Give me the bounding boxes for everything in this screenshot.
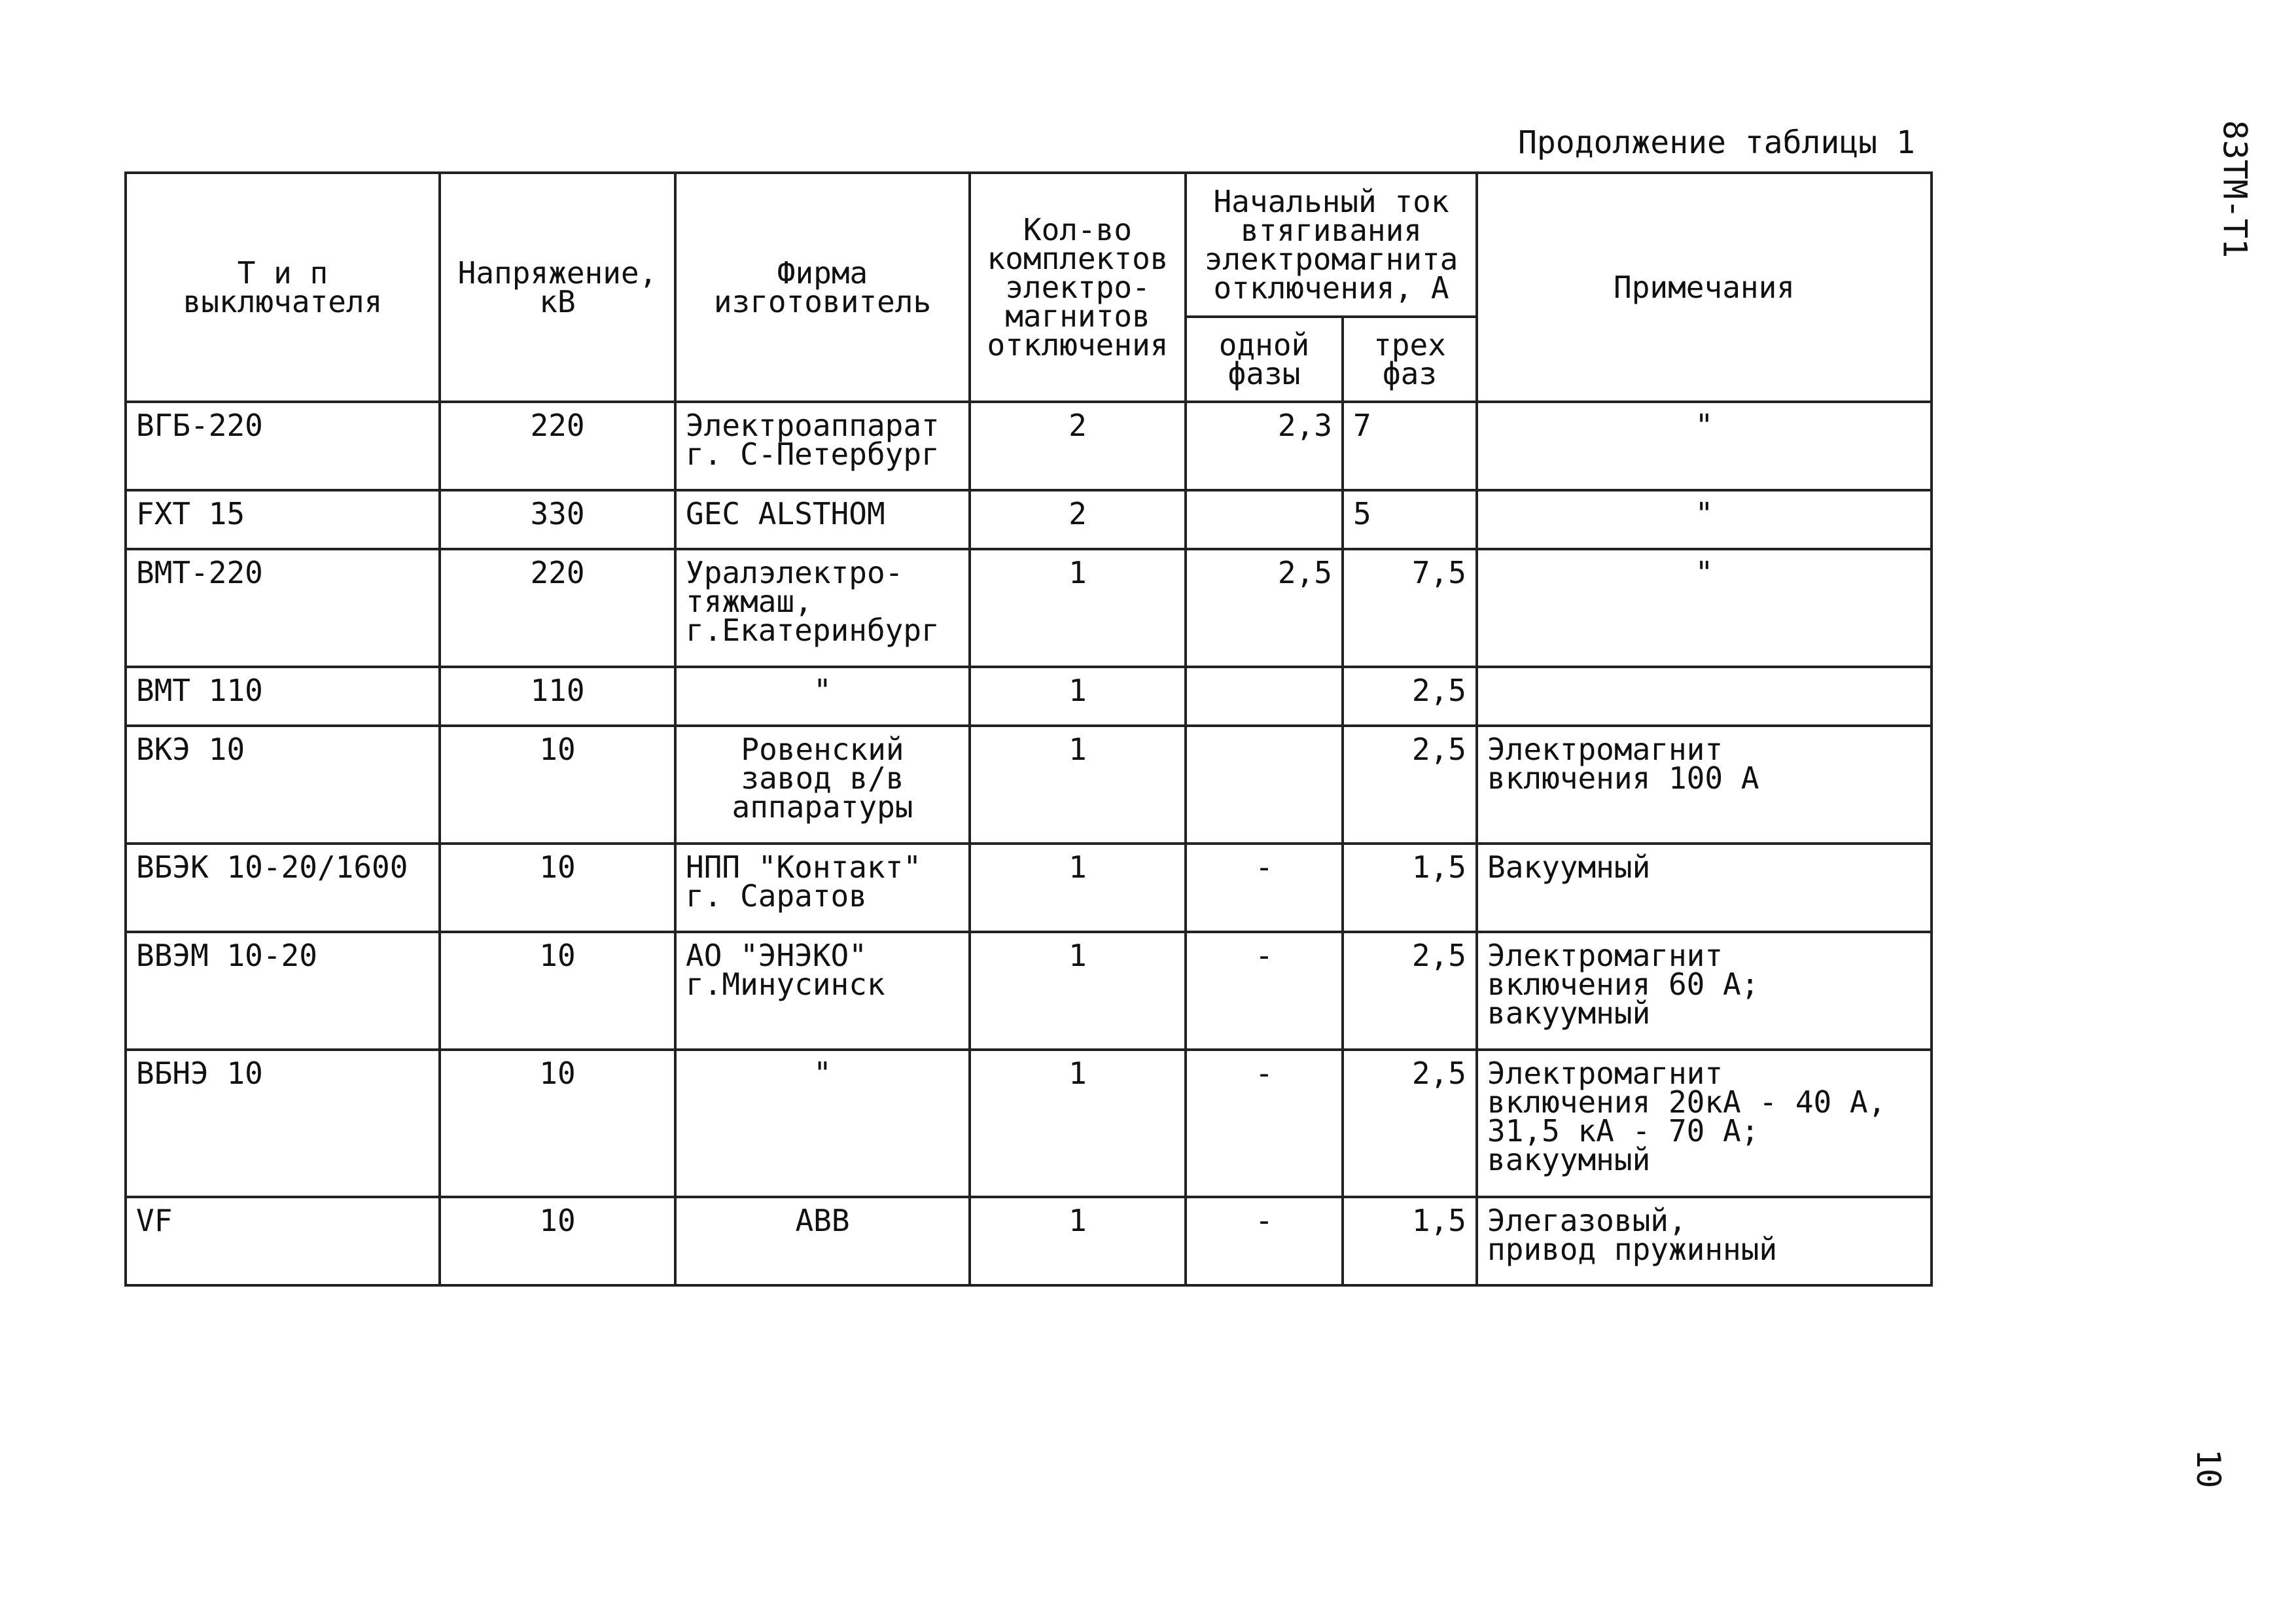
cell-notes [1477,667,1932,726]
cell-maker: Электроаппарат г. С-Петербург [675,402,970,490]
cell-one-phase: - [1186,1050,1343,1197]
cell-notes: Элегазовый, привод пружинный [1477,1197,1932,1285]
cell-three-phase: 2,5 [1343,932,1477,1050]
cell-type: VF [126,1197,440,1285]
header-one-phase: одной фазы [1186,317,1343,402]
cell-voltage: 110 [440,667,675,726]
cell-voltage: 330 [440,490,675,549]
cell-three-phase: 1,5 [1343,1197,1477,1285]
cell-type: ВКЭ 10 [126,726,440,844]
cell-voltage: 10 [440,844,675,932]
header-three-phase: трех фаз [1343,317,1477,402]
cell-one-phase: - [1186,1197,1343,1285]
cell-type: ВМТ 110 [126,667,440,726]
cell-three-phase: 5 [1343,490,1477,549]
cell-notes: Электромагнит включения 100 А [1477,726,1932,844]
header-sets: Кол-во комплектов электро- магнитов отключения [970,173,1186,402]
cell-voltage: 10 [440,932,675,1050]
cell-sets: 2 [970,402,1186,490]
cell-voltage: 10 [440,1197,675,1285]
table-row [126,549,1932,667]
cell-sets: 1 [970,549,1186,667]
cell-voltage: 10 [440,1050,675,1197]
cell-notes: " [1477,549,1932,667]
cell-maker: НПП "Контакт" г. Саратов [675,844,970,932]
header-type: Т и п выключателя [126,173,440,402]
cell-notes: Электромагнит включения 60 А; вакуумный [1477,932,1932,1050]
header-notes: Примечания [1477,173,1932,402]
table-row [126,1197,1932,1285]
table-row [126,844,1932,932]
cell-voltage: 10 [440,726,675,844]
cell-maker: " [675,667,970,726]
cell-sets: 1 [970,667,1186,726]
table-row [126,932,1932,1050]
cell-voltage: 220 [440,402,675,490]
header-voltage: Напряжение, кВ [440,173,675,402]
document-code: 83ТМ-Т1 [2216,120,2254,259]
cell-maker: АВВ [675,1197,970,1285]
cell-three-phase: 7,5 [1343,549,1477,667]
cell-one-phase: - [1186,932,1343,1050]
cell-one-phase: - [1186,844,1343,932]
table-row [126,1050,1932,1197]
cell-type: ВБЭК 10-20/1600 [126,844,440,932]
cell-three-phase: 2,5 [1343,667,1477,726]
cell-type: ВБНЭ 10 [126,1050,440,1197]
cell-maker: GEC ALSTHOM [675,490,970,549]
cell-sets: 1 [970,844,1186,932]
cell-sets: 1 [970,932,1186,1050]
cell-one-phase [1186,667,1343,726]
cell-three-phase: 7 [1343,402,1477,490]
cell-type: ВМТ-220 [126,549,440,667]
cell-notes: Вакуумный [1477,844,1932,932]
header-maker: Фирма изготовитель [675,173,970,402]
cell-sets: 1 [970,1050,1186,1197]
cell-type: ВГБ-220 [126,402,440,490]
header-current-group: Начальный ток втягивания электромагнита отключения, А [1186,173,1477,317]
table-row [126,667,1932,726]
cell-maker: Уралэлектро- тяжмаш, г.Екатеринбург [675,549,970,667]
page-number: 10 [2189,1448,2228,1489]
cell-notes: " [1477,402,1932,490]
table-caption: Продолжение таблицы 1 [1518,124,1915,161]
cell-voltage: 220 [440,549,675,667]
cell-one-phase [1186,490,1343,549]
cell-sets: 2 [970,490,1186,549]
cell-three-phase: 2,5 [1343,726,1477,844]
cell-maker: Ровенский завод в/в аппаратуры [675,726,970,844]
breaker-table [124,171,1933,1287]
cell-notes: Электромагнит включения 20кА - 40 А, 31,5 кА - 70 А; вакуумный [1477,1050,1932,1197]
cell-three-phase: 1,5 [1343,844,1477,932]
cell-type: ВВЭМ 10-20 [126,932,440,1050]
cell-maker: " [675,1050,970,1197]
table-row [126,726,1932,844]
cell-type: FXT 15 [126,490,440,549]
cell-one-phase [1186,726,1343,844]
cell-one-phase: 2,3 [1186,402,1343,490]
cell-notes: " [1477,490,1932,549]
table-row [126,402,1932,490]
cell-maker: АО "ЭНЭКО" г.Минусинск [675,932,970,1050]
cell-sets: 1 [970,1197,1186,1285]
cell-one-phase: 2,5 [1186,549,1343,667]
table-row [126,490,1932,549]
cell-three-phase: 2,5 [1343,1050,1477,1197]
cell-sets: 1 [970,726,1186,844]
